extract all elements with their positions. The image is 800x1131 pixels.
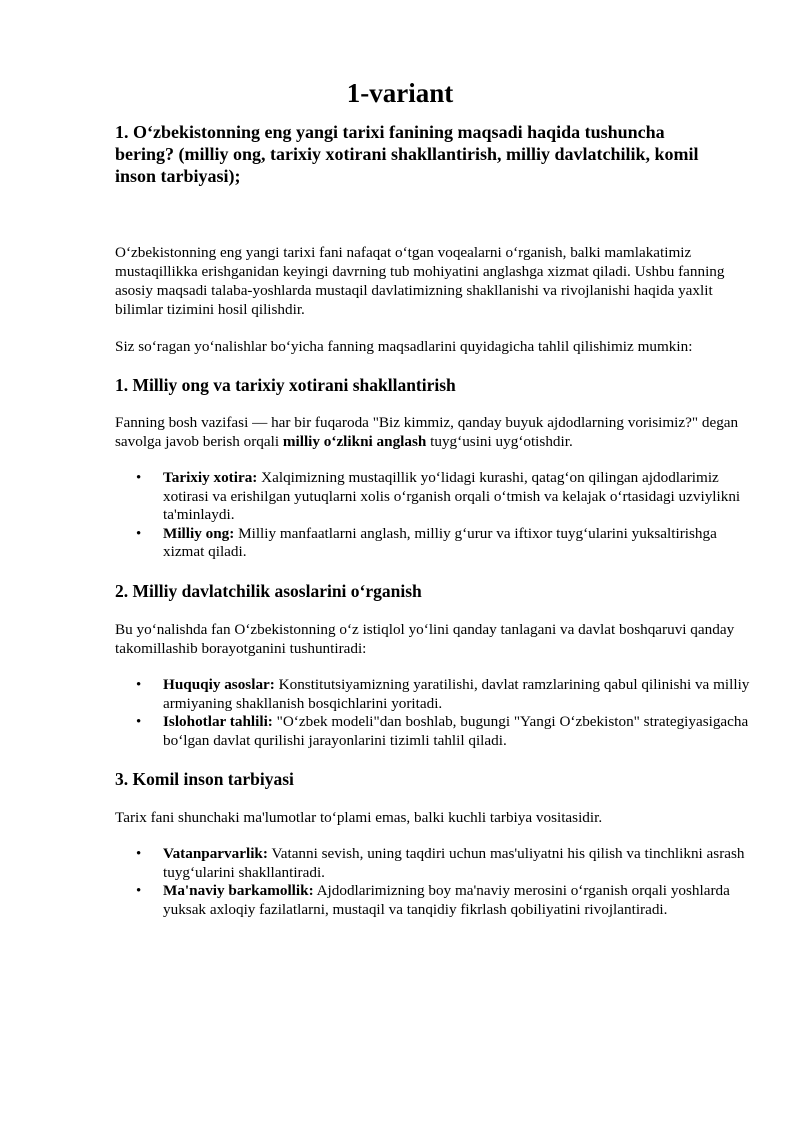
section-1-paragraph-tail: tuyg‘usini uyg‘otishdir. (426, 433, 573, 450)
section-1-heading: 1. Milliy ong va tarixiy xotirani shakllantirish (115, 375, 456, 395)
list-item-text: Vatanni sevish, uning taqdiri uchun mas'uliyatni his qilish va tinchlikni asrash tuyg‘ularini shakllantiradi. (163, 845, 745, 881)
document-title: 1-variant (346, 78, 454, 108)
bullet-icon: • (136, 677, 142, 693)
list-item-term: Ma'naviy barkamollik: (163, 882, 314, 899)
list-item-text: Konstitutsiyamizning yaratilishi, davlat ramzlarining qabul qilinishi va milliy armiyaning shakllanish bosqichlarini yoritadi. (163, 676, 750, 712)
list-item-text: "O‘zbek modeli"dan boshlab, bugungi "Yangi O‘zbekiston" strategiyasigacha bo‘lgan davlat qurilishi jarayonlarini tizimli tahlil qiladi. (163, 713, 749, 749)
section-3-list (115, 845, 755, 919)
bullet-icon: • (136, 846, 142, 862)
question-heading: 1. O‘zbekistonning eng yangi tarixi fanining maqsadi haqida tushuncha bering? (milliy ong, tarixiy xotirani shakllantirish, milliy davlatchilik, komil inson tarbiyasi); (115, 122, 699, 186)
section-3-heading: 3. Komil inson tarbiyasi (115, 769, 294, 789)
bullet-icon: • (136, 714, 142, 730)
list-item (115, 525, 755, 562)
list-item-text: Xalqimizning mustaqillik yo‘lidagi kurashi, qatag‘on qilingan ajdodlarimiz xotirasi va erishilgan yutuqlarni xolis o‘rganish orqali o‘tmish va kelajak o‘rtasidagi uzviylikni ta'minlaydi. (163, 469, 741, 523)
list-item (115, 676, 755, 713)
list-item-term: Huquqiy asoslar: (163, 676, 275, 693)
list-item-term: Islohotlar tahlili: (163, 713, 273, 730)
lead-paragraph: Siz so‘ragan yo‘nalishlar bo‘yicha fanning maqsadlarini quyidagicha tahlil qilishimiz mumkin: (115, 338, 693, 355)
list-item (115, 882, 755, 919)
bullet-icon: • (136, 525, 142, 542)
section-3-paragraph: Tarix fani shunchaki ma'lumotlar to‘plami emas, balki kuchli tarbiya vositasidir. (115, 809, 603, 826)
list-item (115, 469, 755, 525)
list-item (115, 845, 755, 882)
intro-paragraph: O‘zbekistonning eng yangi tarixi fani nafaqat o‘tgan voqealarni o‘rganish, balki mamlakatimiz mustaqillikka erishganidan keyingi davrning tub mohiyatini anglashga xizmat qiladi. Ushbu fanning asosiy maqsadi talaba-yoshlarda mustaqil davlatimizning shakllanishi va rivojlanishi haqida yaxlit bilimlar tizimini hosil qilishdir. (115, 244, 725, 318)
list-item-term: Tarixiy xotira: (163, 469, 258, 486)
list-item-text: Milliy manfaatlarni anglash, milliy g‘urur va iftixor tuyg‘ularini yuksaltirishga xizmat qiladi. (163, 524, 717, 560)
section-2-list (115, 676, 755, 750)
section-2-heading: 2. Milliy davlatchilik asoslarini o‘rganish (115, 581, 422, 601)
list-item-text: Ajdodlarimizning boy ma'naviy merosini o‘rganish orqali yoshlarda yuksak axloqiy fazilatlarni, mustaqil va tanqidiy fikrlash qobiliyatini rivojlantiradi. (163, 882, 730, 918)
list-item-term: Vatanparvarlik: (163, 845, 268, 862)
section-1-list (115, 469, 755, 562)
list-item-term: Milliy ong: (163, 524, 235, 542)
section-1-paragraph-text: Fanning bosh vazifasi — har bir fuqaroda "Biz kimmiz, qanday buyuk ajdodlarning vorisimiz?" degan savolga javob berish orqali (115, 414, 739, 450)
list-item (115, 713, 755, 750)
bullet-icon: • (136, 883, 142, 899)
bullet-icon: • (136, 470, 142, 486)
section-2-paragraph: Bu yo‘nalishda fan O‘zbekistonning o‘z istiqlol yo‘lini qanday tanlagani va davlat boshqaruvi qanday takomillashib borayotganini tushuntiradi: (115, 621, 735, 657)
section-1-paragraph (115, 413, 755, 451)
section-1-emphasis: milliy o‘zlikni anglash (282, 433, 427, 450)
